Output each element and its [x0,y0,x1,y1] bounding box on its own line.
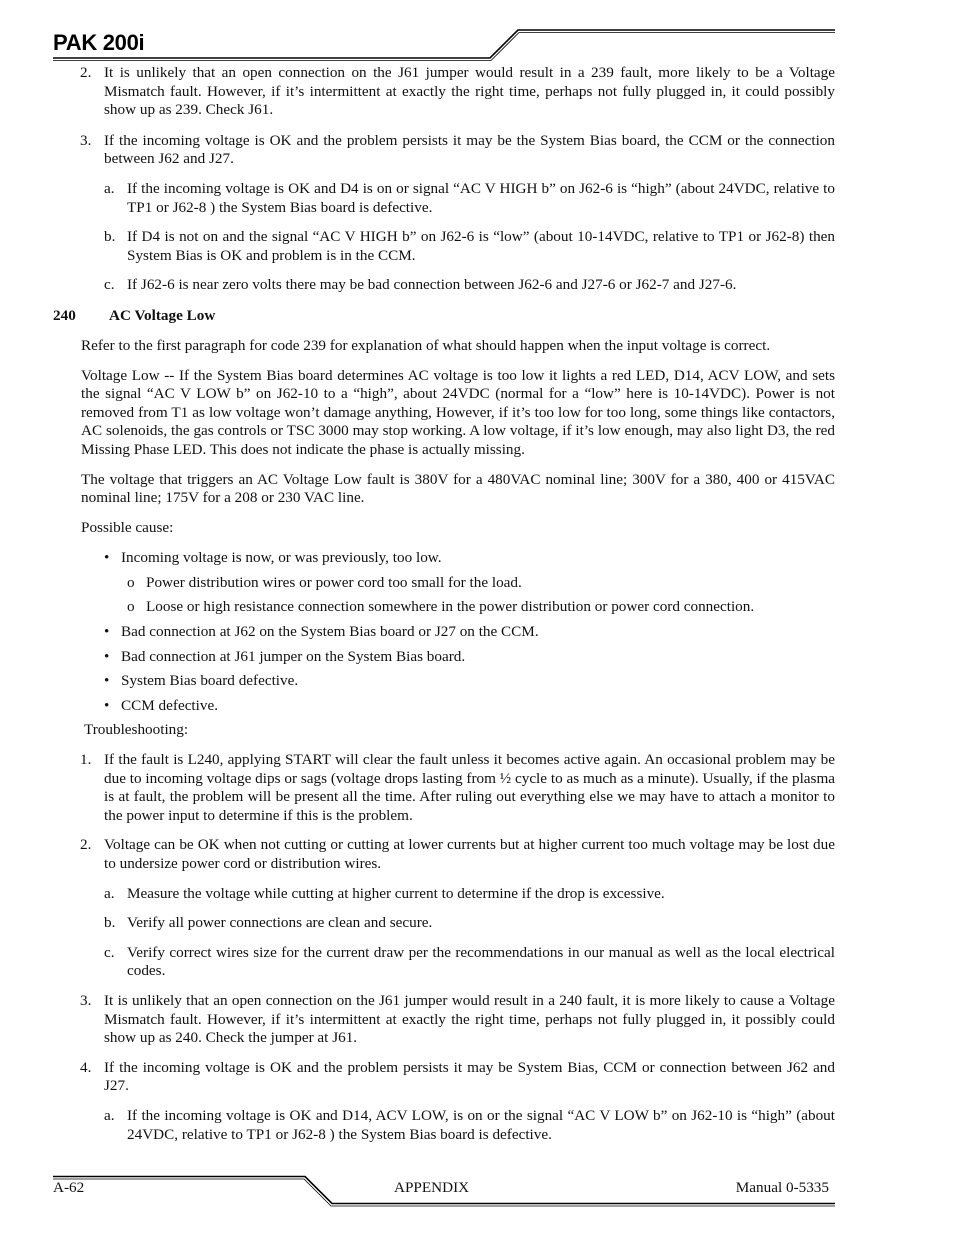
fault-title: AC Voltage Low [109,306,216,324]
sub-label: c. [104,276,115,294]
sub-label: c. [104,943,115,961]
bullet-item [53,697,835,716]
list-text: If the fault is L240, applying START will clear the fault unless it becomes active again. An occasional problem may be due to incoming voltage dips or sags (voltage drops lasting from ½ cycle to as much as a minute). Usually, if the plasma is at fault, the problem will be present all the time. After ruling out everything else we may have to attach a monitor to the power input to determine if this is the problem. [104,751,835,824]
bullet-text: CCM defective. [121,696,219,714]
sub-text: If J62-6 is near zero volts there may be bad connection between J62-6 and J27-6 or J62-7 and J27-6. [127,276,737,294]
list-item [53,1059,835,1096]
bullet-item [53,549,835,568]
sub-bullet-item [53,598,835,617]
paragraph: Voltage Low -- If the System Bias board determines AC voltage is too low it lights a red LED, D14, ACV LOW, and sets the signal “AC V LOW b” on J62-10 to a “high”, about 24VDC (normal for a “low” here is 10-14VDC). Power is not removed from T1 as low voltage won’t damage anything, However, if it’s too low for too long, some things like contactors, AC solenoids, the gas controls or TSC 3000 may stop working. A low voltage, if it’s low enough, may also light D3, the red Missing Phase LED. This does not indicate the phase is actually missing. [81,366,835,458]
sub-item [53,228,835,265]
sub-item [53,944,835,981]
list-item [53,64,835,120]
list-item [53,836,835,873]
list-number: 3. [80,991,92,1009]
sub-label: a. [104,179,115,197]
sub-text: If the incoming voltage is OK and D14, ACV LOW, is on or the signal “AC V LOW b” on J62-10 is “high” (about 24VDC, relative to TP1 or J62-8 ) the System Bias board is defective. [127,1106,835,1143]
sub-text: If the incoming voltage is OK and D4 is on or signal “AC V HIGH b” on J62-6 is “high” (about 24VDC, relative to TP1 or J62-8 ) the System Bias board is defective. [127,179,835,216]
sub-bullet-text: Loose or high resistance connection somewhere in the power distribution or power cord connection. [146,598,755,616]
sub-text: Verify all power connections are clean and secure. [127,914,433,932]
bullet-item [53,648,835,667]
page-footer [0,1170,954,1235]
paragraph: Troubleshooting: [84,721,189,739]
list-item [53,751,835,825]
page-body [53,64,835,1144]
sub-item [53,180,835,217]
paragraph: Possible cause: [81,518,174,536]
sub-text: Measure the voltage while cutting at higher current to determine if the drop is excessive. [127,884,665,902]
page-number: A-62 [53,1179,85,1196]
list-text: It is unlikely that an open connection on the J61 jumper would result in a 239 fault, more likely to be a Voltage Mismatch fault. However, if it’s intermittent at exactly the right time, perhaps not fully plugged in, it could possibly show up as 239. Check J61. [104,64,835,119]
list-text: It is unlikely that an open connection on the J61 jumper would result in a 240 fault, it is more likely to cause a Voltage Mismatch fault. However, if it’s intermittent at exactly the right time, perhaps not fully plugged in, it possibly could show up as 240. Check the jumper at J61. [104,991,835,1047]
bullet-mark: • [104,623,110,641]
bullet-mark: • [104,672,110,690]
header-title: PAK 200i [53,30,145,55]
bullet-text: Bad connection at J61 jumper on the System Bias board. [121,647,466,665]
sub-label: b. [104,228,116,246]
list-number: 2. [80,836,92,854]
sub-bullet-mark: o [127,598,135,616]
paragraph: The voltage that triggers an AC Voltage Low fault is 380V for a 480VAC nominal line; 300V for a 380, 400 or 415VAC nominal line; 175V for a 208 or 230 VAC line. [81,470,835,507]
list-number: 1. [80,751,92,769]
sub-text: If D4 is not on and the signal “AC V HIGH b” on J62-6 is “low” (about 10-14VDC, relative to TP1 or J62-8) then System Bias is OK and problem is in the CCM. [127,228,835,264]
list-text: If the incoming voltage is OK and the problem persists it may be System Bias, CCM or connection between J62 and J27. [104,1058,835,1095]
list-number: 4. [80,1058,92,1076]
list-number: 2. [80,64,92,81]
sub-bullet-mark: o [127,573,135,591]
bullet-mark: • [104,549,110,567]
bullet-item [53,672,835,691]
section-heading [53,307,835,326]
bullet-text: System Bias board defective. [121,672,299,690]
paragraph: Refer to the first paragraph for code 239 for explanation of what should happen when the input voltage is correct. [81,336,771,354]
bullet-text: Bad connection at J62 on the System Bias board or J27 on the CCM. [121,623,539,641]
sub-item [53,885,835,904]
sub-bullet-text: Power distribution wires or power cord too small for the load. [146,573,522,591]
sub-label: a. [104,1106,115,1124]
sub-item [53,1107,835,1144]
manual-number: Manual 0-5335 [735,1179,829,1196]
bullet-mark: • [104,696,110,714]
list-item [53,992,835,1048]
list-text: If the incoming voltage is OK and the problem persists it may be the System Bias board, the CCM or the connection between J62 and J27. [104,131,835,168]
list-number: 3. [80,131,92,149]
sub-item [53,914,835,933]
fault-code: 240 [53,306,76,324]
sub-bullet-item [53,574,835,593]
bullet-item [53,623,835,642]
sub-text: Verify correct wires size for the current draw per the recommendations in our manual as well as the local electrical codes. [127,943,835,980]
sub-label: b. [104,914,116,932]
list-text: Voltage can be OK when not cutting or cutting at lower currents but at higher current too much voltage may be lost due to undersize power cord or distribution wires. [104,836,835,872]
footer-section: APPENDIX [394,1179,470,1196]
bullet-text: Incoming voltage is now, or was previously, too low. [121,549,442,567]
bullet-mark: • [104,647,110,665]
sub-label: a. [104,884,115,902]
list-item [53,132,835,169]
sub-item [53,276,835,295]
